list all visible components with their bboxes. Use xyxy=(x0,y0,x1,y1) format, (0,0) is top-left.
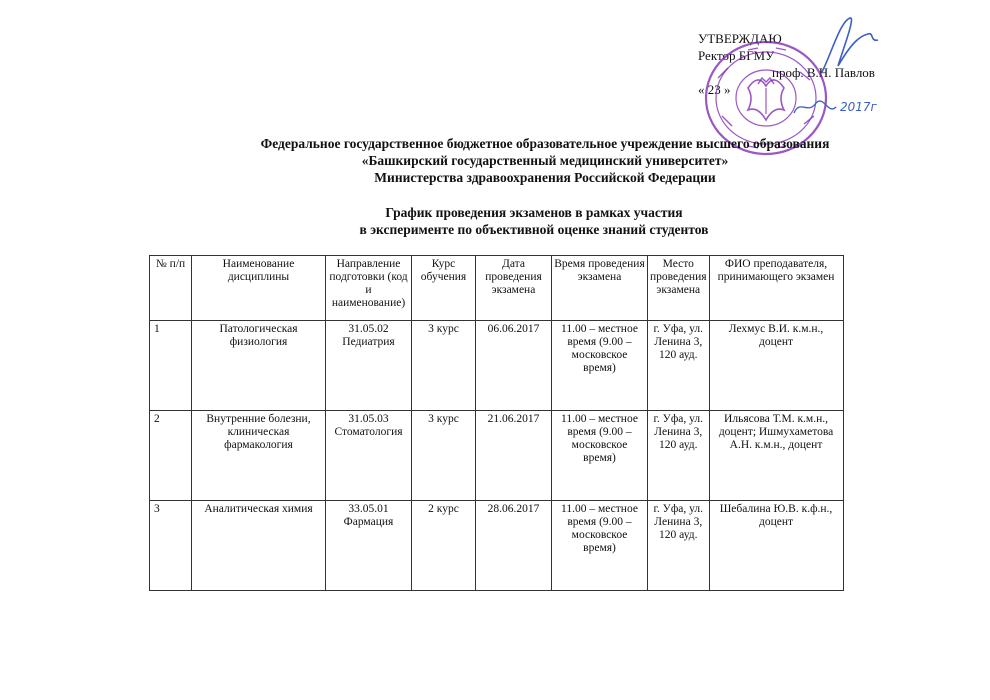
teacher-cell: Лехмус В.И. к.м.н., доцент xyxy=(709,321,843,411)
date-cell: 06.06.2017 xyxy=(476,321,552,411)
handwritten-date xyxy=(790,93,880,119)
signature-icon xyxy=(812,12,882,82)
course-cell: 2 курс xyxy=(412,501,476,591)
header-line-3: Министерства здравоохранения Российской Федерации xyxy=(374,170,716,185)
course-cell: 3 курс xyxy=(412,411,476,501)
column-header: ФИО преподавателя, принимающего экзамен xyxy=(709,256,843,321)
place-cell: г. Уфа, ул. Ленина 3, 120 ауд. xyxy=(648,321,710,411)
teacher-cell: Шебалина Ю.В. к.ф.н., доцент xyxy=(709,501,843,591)
table-row xyxy=(150,321,844,411)
column-header: Время проведения экзамена xyxy=(552,256,648,321)
institution-header xyxy=(0,135,990,186)
time-cell: 11.00 – местное время (9.00 – московское время) xyxy=(552,411,648,501)
title-line-2: в эксперименте по объективной оценке знаний студентов xyxy=(359,222,709,237)
table-header-row xyxy=(150,256,844,321)
schedule-title xyxy=(0,204,990,238)
direction-cell: 31.05.03 Стоматология xyxy=(326,411,412,501)
table-row xyxy=(150,411,844,501)
row-number: 2 xyxy=(150,411,192,501)
header-line-1: Федеральное государственное бюджетное образовательное учреждение высшего образования xyxy=(260,136,830,151)
exam-schedule-table xyxy=(149,255,844,591)
teacher-cell: Ильясова Т.М. к.м.н., доцент; Ишмухаметова А.Н. к.м.н., доцент xyxy=(709,411,843,501)
time-cell: 11.00 – местное время (9.00 – московское время) xyxy=(552,321,648,411)
place-cell: г. Уфа, ул. Ленина 3, 120 ауд. xyxy=(648,501,710,591)
title-line-1: График проведения экзаменов в рамках участия xyxy=(385,205,683,220)
handwritten-date-text: 2017г xyxy=(840,100,877,114)
direction-cell: 31.05.02 Педиатрия xyxy=(326,321,412,411)
column-header: Наименование дисциплины xyxy=(192,256,326,321)
column-header: Место проведения экзамена xyxy=(648,256,710,321)
time-cell: 11.00 – местное время (9.00 – московское время) xyxy=(552,501,648,591)
approval-title: УТВЕРЖДАЮ xyxy=(698,31,782,46)
approval-signatory: проф. В.Н. Павлов xyxy=(772,65,875,80)
place-cell: г. Уфа, ул. Ленина 3, 120 ауд. xyxy=(648,411,710,501)
date-cell: 21.06.2017 xyxy=(476,411,552,501)
course-cell: 3 курс xyxy=(412,321,476,411)
column-header: Направление подготовки (код и наименование) xyxy=(326,256,412,321)
row-number: 1 xyxy=(150,321,192,411)
discipline-cell: Патологическая физиология xyxy=(192,321,326,411)
approval-date: « 23 » xyxy=(698,82,731,97)
direction-cell: 33.05.01 Фармация xyxy=(326,501,412,591)
column-header: Дата проведения экзамена xyxy=(476,256,552,321)
discipline-cell: Аналитическая химия xyxy=(192,501,326,591)
date-cell: 28.06.2017 xyxy=(476,501,552,591)
header-line-2: «Башкирский государственный медицинский университет» xyxy=(361,153,729,168)
discipline-cell: Внутренние болезни, клиническая фармакология xyxy=(192,411,326,501)
approval-position: Ректор БГМУ xyxy=(698,48,775,63)
column-header: № п/п xyxy=(150,256,192,321)
table-row xyxy=(150,501,844,591)
column-header: Курс обучения xyxy=(412,256,476,321)
row-number: 3 xyxy=(150,501,192,591)
